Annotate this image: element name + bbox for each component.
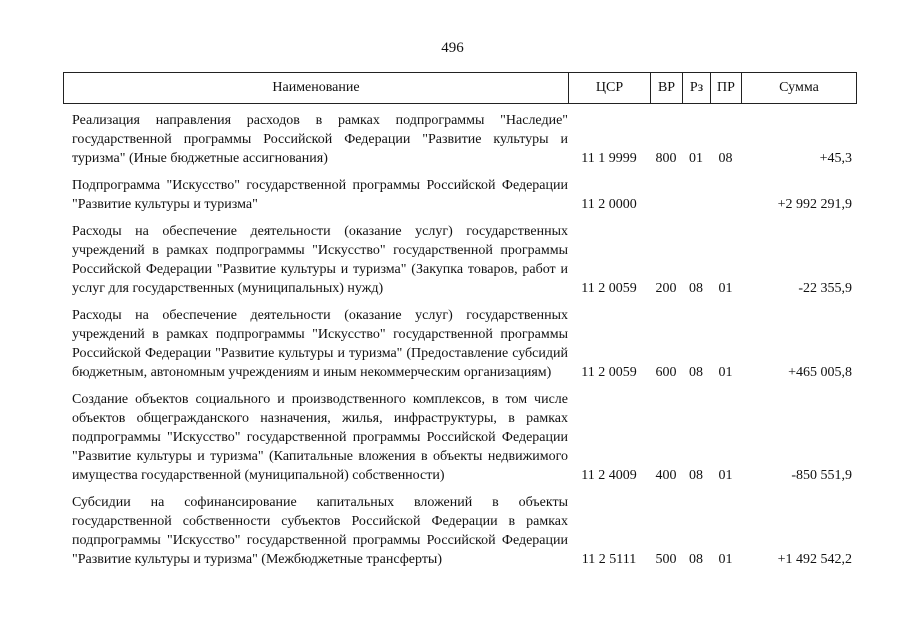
row-sum: -850 551,9 — [791, 468, 852, 483]
table-body — [63, 111, 857, 577]
row-csr: 11 2 5111 — [581, 552, 637, 567]
row-rz: 08 — [689, 281, 703, 296]
row-rz: 08 — [689, 552, 703, 567]
row-pr: 01 — [718, 281, 733, 296]
header-sum: Сумма — [779, 80, 819, 95]
row-name: Субсидии на софинансирование капитальных вложений в объекты государственной собственности субъектов Российской Федерации в рамках подпрограммы "Искусство" государственной программы Российской Федерации "Развитие культуры и туризма" (Межбюджетные трансферты) — [72, 495, 568, 567]
table-row — [63, 493, 857, 569]
row-pr: 01 — [718, 365, 733, 380]
row-vr: 400 — [655, 468, 677, 483]
row-vr: 200 — [655, 281, 677, 296]
table-row — [63, 176, 857, 214]
row-vr: 600 — [655, 365, 677, 380]
row-rz: 01 — [689, 151, 703, 166]
row-pr: 01 — [718, 552, 733, 567]
row-sum: +45,3 — [819, 151, 852, 166]
row-pr: 01 — [718, 468, 733, 483]
row-sum: +465 005,8 — [788, 365, 852, 380]
table-header — [63, 72, 857, 104]
row-csr: 11 2 0000 — [581, 197, 637, 212]
row-rz: 08 — [689, 365, 703, 380]
header-name: Наименование — [64, 73, 569, 103]
row-name: Подпрограмма "Искусство" государственной программы Российской Федерации "Развитие культуры и туризма" — [72, 178, 568, 212]
header-rz: Рз — [683, 73, 711, 103]
row-csr: 11 2 4009 — [581, 468, 637, 483]
row-vr: 500 — [655, 552, 677, 567]
row-csr: 11 2 0059 — [581, 281, 637, 296]
row-name: Расходы на обеспечение деятельности (оказание услуг) государственных учреждений в рамках подпрограммы "Искусство" государственной программы Российской Федерации "Развитие культуры и туризма" (Закупка товаров, работ и услуг для государственных (муниципальных) нужд) — [72, 224, 568, 296]
header-pr: ПР — [711, 73, 742, 103]
table-row — [63, 222, 857, 298]
header-csr: ЦСР — [569, 73, 651, 103]
row-name: Создание объектов социального и производственного комплексов, в том числе объектов общегражданского назначения, жилья, инфраструктуры, в рамках подпрограммы "Искусство" государственной программы Российской Федерации "Развитие культуры и туризма" (Капитальные вложения в объекты недвижимого имущества государственной (муниципальной) собственности) — [72, 392, 568, 483]
row-pr: 08 — [718, 151, 733, 166]
row-csr: 11 2 0059 — [581, 365, 637, 380]
row-rz: 08 — [689, 468, 703, 483]
row-csr: 11 1 9999 — [581, 151, 637, 166]
row-sum: -22 355,9 — [798, 281, 852, 296]
header-vr: ВР — [651, 73, 683, 103]
row-sum: +2 992 291,9 — [777, 197, 852, 212]
row-name: Реализация направления расходов в рамках подпрограммы "Наследие" государственной программы Российской Федерации "Развитие культуры и туризма" (Иные бюджетные ассигнования) — [72, 113, 568, 166]
page-number: 496 — [441, 40, 464, 56]
table-row — [63, 390, 857, 485]
table-row — [63, 111, 857, 168]
table-row — [63, 306, 857, 382]
row-vr: 800 — [655, 151, 677, 166]
row-sum: +1 492 542,2 — [777, 552, 852, 567]
row-name: Расходы на обеспечение деятельности (оказание услуг) государственных учреждений в рамках подпрограммы "Искусство" государственной программы Российской Федерации "Развитие культуры и туризма" (Предоставление субсидий бюджетным, автономным учреждениям и иным некоммерческим организациям) — [72, 308, 568, 380]
